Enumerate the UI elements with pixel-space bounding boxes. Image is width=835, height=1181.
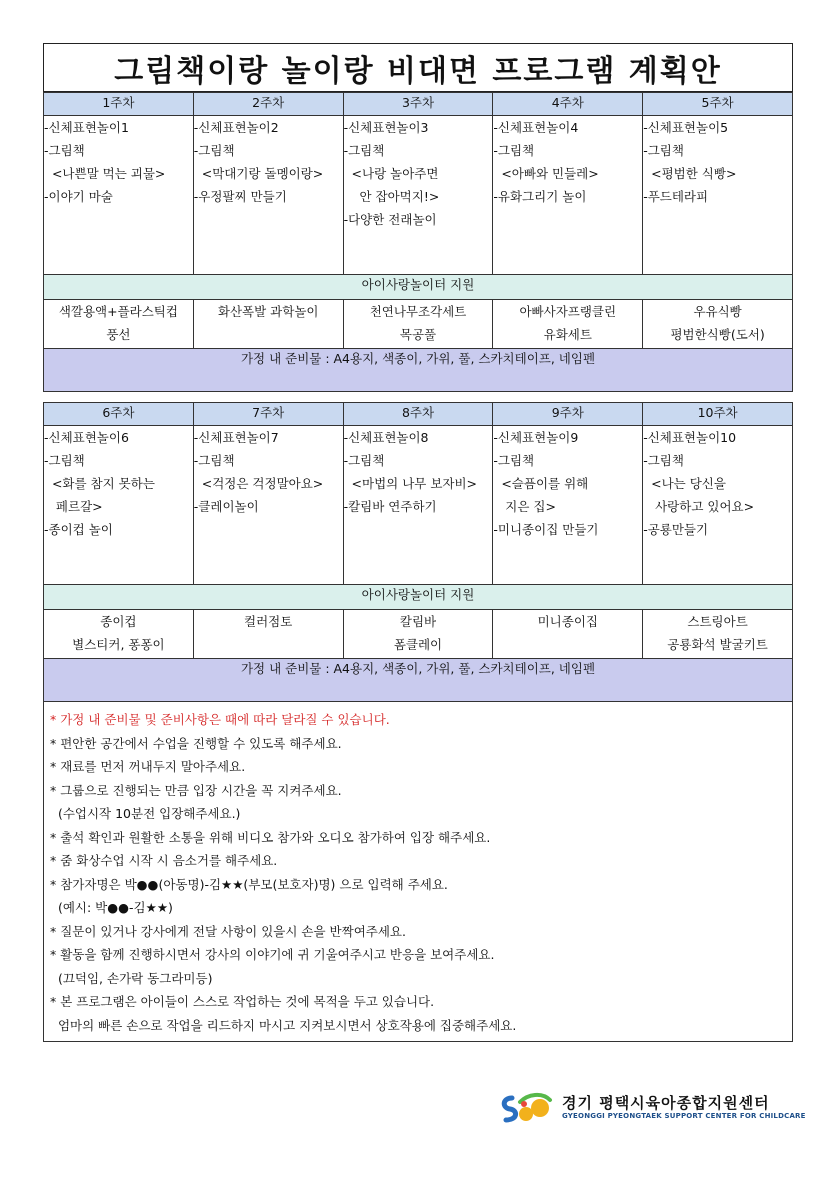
page-title: 그림책이랑 놀이랑 비대면 프로그램 계획안 (114, 53, 722, 89)
content-line: <화를 참지 못하는 (44, 476, 155, 491)
support-cell (44, 300, 194, 349)
content-line: -신체표현놀이7 (193, 430, 279, 445)
content-line: -클레이놀이 (193, 499, 259, 514)
schedule-table-2 (43, 402, 793, 702)
support-cell (193, 610, 343, 659)
prep-row (44, 659, 793, 702)
support-cell (643, 610, 793, 659)
note-line: (수업시작 10분전 입장해주세요.) (50, 806, 241, 821)
week-header-row (44, 93, 793, 116)
content-line: -신체표현놀이2 (193, 120, 279, 135)
support-item: 폼클레이 (393, 637, 443, 652)
support-cell (493, 610, 643, 659)
content-line: -종이컵 놀이 (44, 522, 113, 537)
week-header: 5주차 (643, 93, 793, 116)
content-line: -그림책 (643, 143, 684, 158)
week-content-row (44, 426, 793, 585)
home-supplies: 가정 내 준비물 : A4용지, 색종이, 가위, 풀, 스카치테이프, 네임펜 (44, 349, 793, 392)
content-line: 안 잡아먹지!> (343, 189, 440, 204)
content-line: <나쁜말 먹는 괴물> (44, 166, 166, 181)
content-line: -그림책 (44, 453, 85, 468)
center-logo-icon (498, 1090, 554, 1126)
week-content (193, 426, 343, 585)
content-line: -푸드테라피 (643, 189, 709, 204)
week-header: 7주차 (193, 403, 343, 426)
week-header: 1주차 (44, 93, 194, 116)
content-line: 페르갈> (44, 499, 103, 514)
content-line: -신체표현놀이6 (44, 430, 129, 445)
support-cell (193, 300, 343, 349)
content-line: <나랑 놀아주면 (343, 166, 439, 181)
support-item: 우유식빵 (693, 304, 742, 319)
notes-highlight: * 가정 내 준비물 및 준비사항은 때에 따라 달라질 수 있습니다. (50, 712, 390, 727)
content-line: -그림책 (493, 453, 535, 468)
week-content (343, 116, 493, 275)
note-line: * 참가자명은 박●●(아동명)-김★★(부모(보호자)명) 으로 입력해 주세요. (50, 876, 448, 892)
week-content (343, 426, 493, 585)
support-item: 풍선 (106, 327, 131, 342)
content-line: -공룡만들기 (643, 522, 709, 537)
content-line: -그림책 (343, 143, 385, 158)
week-header: 9주차 (493, 403, 643, 426)
week-header-row (44, 403, 793, 426)
week-content (643, 116, 793, 275)
support-cell (493, 300, 643, 349)
content-line: -신체표현놀이8 (343, 430, 429, 445)
title-box (43, 43, 793, 92)
support-item: 미니종이집 (537, 614, 598, 629)
content-line: <평범한 식빵> (643, 166, 737, 181)
content-line: -그림책 (343, 453, 385, 468)
note-line: 엄마의 빠른 손으로 작업을 리드하지 마시고 지켜보시면서 상호작용에 집중해주세요. (50, 1017, 517, 1033)
content-line: -신체표현놀이9 (493, 430, 579, 445)
support-cell (643, 300, 793, 349)
content-line: -그림책 (193, 143, 235, 158)
support-item: 평범한식빵(도서) (670, 327, 765, 342)
support-cell (44, 610, 194, 659)
home-supplies: 가정 내 준비물 : A4용지, 색종이, 가위, 풀, 스카치테이프, 네임펜 (44, 659, 793, 702)
support-item: 공룡화석 발굴키트 (667, 637, 768, 652)
content-line: -이야기 마술 (44, 189, 113, 204)
content-line: <마법의 나무 보자비> (343, 476, 478, 491)
schedule-table-1 (43, 92, 793, 392)
support-item: 유화세트 (543, 327, 592, 342)
support-item: 천연나무조각세트 (369, 304, 467, 319)
support-item: 종이컵 (100, 614, 137, 629)
note-line: (예시: 박●●-김★★) (50, 900, 173, 915)
week-content (643, 426, 793, 585)
support-cell (343, 300, 493, 349)
support-item: 스트링아트 (687, 614, 748, 629)
support-header: 아이사랑놀이터 지원 (44, 585, 793, 610)
org-name-en: GYEONGGI PYEONGTAEK SUPPORT CENTER FOR CHILDCARE (562, 1112, 806, 1120)
support-row (44, 610, 793, 659)
footer (498, 1090, 806, 1126)
content-line: <아빠와 민들레> (493, 166, 599, 181)
content-line: -그림책 (493, 143, 535, 158)
content-line: -칼림바 연주하기 (343, 499, 437, 514)
content-line: -미니종이집 만들기 (493, 522, 599, 537)
week-header: 4주차 (493, 93, 643, 116)
content-line: -그림책 (44, 143, 85, 158)
content-line: <막대기랑 돌멩이랑> (193, 166, 324, 181)
note-line: (끄덕임, 손가락 동그라미등) (50, 970, 213, 986)
week-header: 2주차 (193, 93, 343, 116)
week-header: 8주차 (343, 403, 493, 426)
content-line: 사랑하고 있어요> (643, 499, 755, 514)
content-line: <나는 당신을 (643, 476, 726, 491)
content-line: -그림책 (643, 453, 684, 468)
note-line: * 출석 확인과 원활한 소통을 위해 비디오 참가와 오디오 참가하여 입장 해주세요. (50, 829, 491, 845)
week-header: 3주차 (343, 93, 493, 116)
document (43, 43, 793, 1042)
week-content (44, 426, 194, 585)
content-line: -신체표현놀이1 (44, 120, 129, 135)
note-line: * 그룹으로 진행되는 만큼 입장 시간을 꼭 지켜주세요. (50, 782, 342, 798)
week-content (493, 116, 643, 275)
support-item: 별스티커, 퐁퐁이 (72, 637, 165, 652)
support-header-row (44, 275, 793, 300)
support-item: 컬러점토 (244, 614, 293, 629)
note-line: * 재료를 먼저 꺼내두지 말아주세요. (50, 759, 246, 774)
support-cell (343, 610, 493, 659)
note-line: * 본 프로그램은 아이들이 스스로 작업하는 것에 목적을 두고 있습니다. (50, 994, 435, 1009)
content-line: <슬픔이를 위해 (493, 476, 589, 491)
content-line: -신체표현놀이5 (643, 120, 729, 135)
support-header: 아이사랑놀이터 지원 (44, 275, 793, 300)
support-item: 색깔용액+플라스틱컵 (58, 304, 178, 319)
content-line: -신체표현놀이4 (493, 120, 579, 135)
week-header: 6주차 (44, 403, 194, 426)
support-row (44, 300, 793, 349)
week-content (193, 116, 343, 275)
week-content (44, 116, 194, 275)
content-line: -신체표현놀이10 (643, 430, 737, 445)
support-item: 목공풀 (399, 327, 437, 342)
note-line: * 줌 화상수업 시작 시 음소거를 해주세요. (50, 853, 278, 868)
notes-box (43, 701, 793, 1042)
week-content-row (44, 116, 793, 275)
content-line: <걱정은 걱정말아요> (193, 476, 324, 491)
content-line: 지은 집> (493, 499, 556, 514)
week-header: 10주차 (643, 403, 793, 426)
support-header-row (44, 585, 793, 610)
content-line: -유화그리기 놀이 (493, 189, 587, 204)
content-line: -우정팔찌 만들기 (193, 189, 287, 204)
note-line: * 질문이 있거나 강사에게 전달 사항이 있을시 손을 반짝여주세요. (50, 923, 406, 939)
support-item: 아빠사자프랭클린 (519, 304, 617, 319)
note-line: * 편안한 공간에서 수업을 진행할 수 있도록 해주세요. (50, 735, 342, 751)
week-content (493, 426, 643, 585)
support-item: 화산폭발 과학놀이 (217, 304, 319, 319)
note-line: * 활동을 함께 진행하시면서 강사의 이야기에 귀 기울여주시고 반응을 보여주세요. (50, 947, 495, 962)
support-item: 칼림바 (399, 614, 437, 629)
content-line: -그림책 (193, 453, 235, 468)
prep-row (44, 349, 793, 392)
content-line: -신체표현놀이3 (343, 120, 429, 135)
content-line: -다양한 전래놀이 (343, 212, 437, 227)
org-name: 경기 평택시육아종합지원센터 (562, 1094, 770, 1112)
